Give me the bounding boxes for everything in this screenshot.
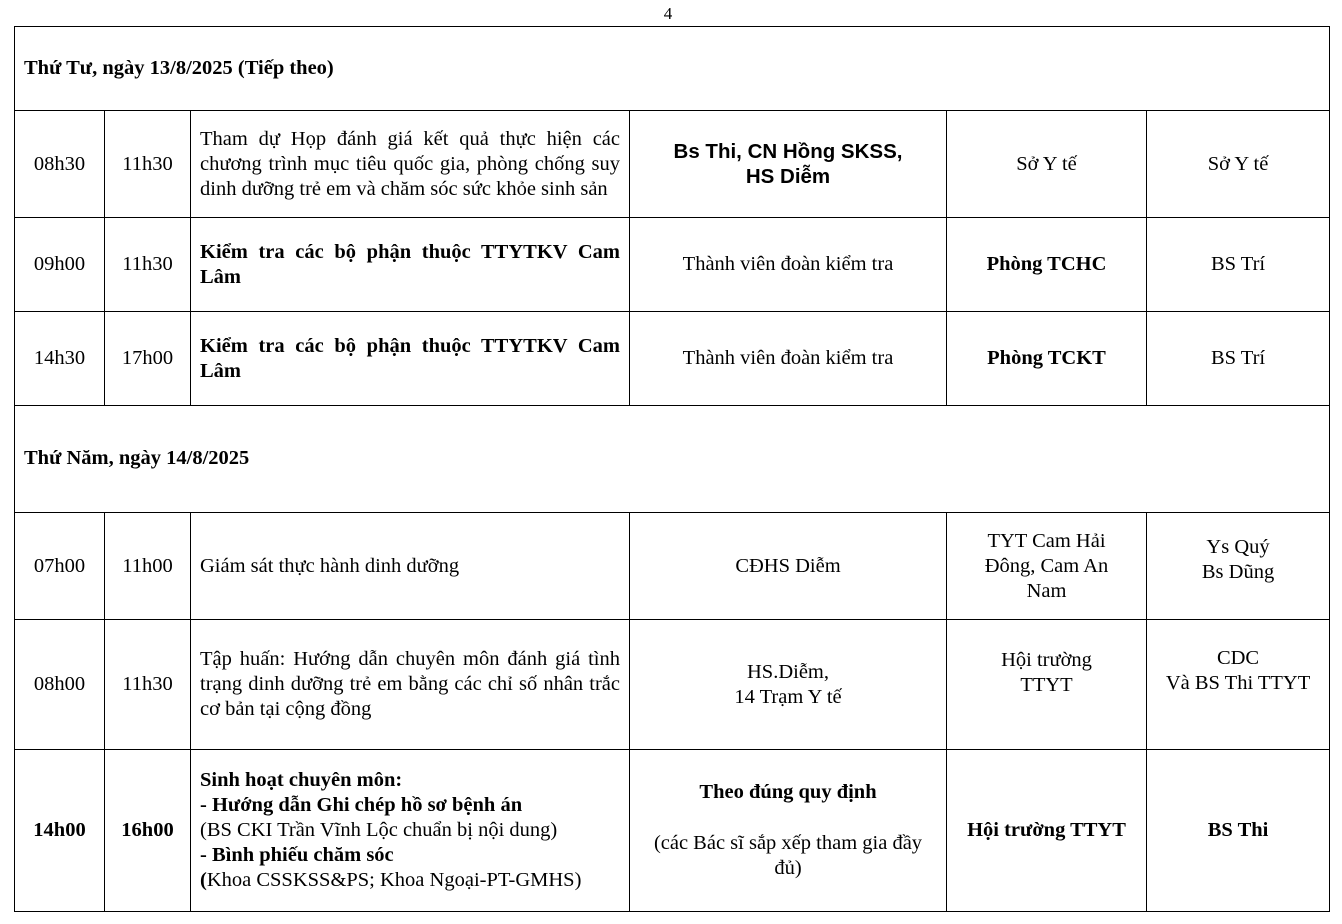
start-time: 08h00 — [15, 620, 105, 750]
participants-line: 14 Trạm Y tế — [734, 685, 842, 708]
table-row — [15, 111, 1330, 218]
lead — [1147, 620, 1330, 750]
end-time: 11h30 — [105, 218, 191, 312]
activity-content: Giám sát thực hành dinh dưỡng — [191, 513, 630, 620]
end-time: 11h30 — [105, 620, 191, 750]
participants — [630, 620, 947, 750]
start-time: 14h00 — [15, 750, 105, 912]
content-note-text: Khoa CSSKSS&PS; Khoa Ngoại-PT-GMHS) — [206, 869, 582, 891]
participants-note: (các Bác sĩ sắp xếp tham gia đầy đủ) — [653, 832, 923, 879]
location — [947, 513, 1147, 620]
lead-line: Bs Dũng — [1201, 561, 1275, 583]
participants-line: HS.Diễm, — [747, 660, 829, 683]
day-heading-row — [15, 27, 1330, 111]
location: Sở Y tế — [947, 111, 1147, 218]
content-note-paren: ( — [200, 869, 207, 891]
participants: CĐHS Diễm — [630, 513, 947, 620]
location-line: TTYT — [1020, 674, 1073, 696]
content-item: - Bình phiếu chăm sóc — [200, 844, 394, 866]
table-row — [15, 218, 1330, 312]
end-time: 11h30 — [105, 111, 191, 218]
start-time: 09h00 — [15, 218, 105, 312]
lead: BS Trí — [1147, 312, 1330, 406]
day-heading: Thứ Tư, ngày 13/8/2025 (Tiếp theo) — [15, 27, 1330, 111]
participants — [630, 750, 947, 912]
day-heading: Thứ Năm, ngày 14/8/2025 — [15, 406, 1330, 513]
content-note — [200, 868, 620, 893]
participants-main: Theo đúng quy định — [699, 781, 877, 803]
participants — [630, 111, 947, 218]
end-time: 17h00 — [105, 312, 191, 406]
location — [947, 620, 1147, 750]
location: Phòng TCHC — [947, 218, 1147, 312]
location-line: Đông, Cam An — [984, 554, 1109, 577]
lead — [1147, 513, 1330, 620]
table-row — [15, 513, 1330, 620]
activity-content: Tập huấn: Hướng dẫn chuyên môn đánh giá tình trạng dinh dưỡng trẻ em bằng các chỉ số nhân trắc cơ bản tại cộng đồng — [191, 620, 630, 750]
content-item: - Hướng dẫn Ghi chép hồ sơ bệnh án — [200, 794, 523, 816]
participants-line: HS Diễm — [745, 165, 831, 188]
day-heading-row — [15, 406, 1330, 513]
location-line: TYT Cam Hải — [987, 529, 1106, 552]
lead: Sở Y tế — [1147, 111, 1330, 218]
participants: Thành viên đoàn kiểm tra — [630, 312, 947, 406]
lead-line: Ys Quý — [1206, 536, 1270, 558]
start-time: 14h30 — [15, 312, 105, 406]
participants-line: Bs Thi, CN Hồng SKSS, — [673, 140, 903, 163]
participants: Thành viên đoàn kiểm tra — [630, 218, 947, 312]
table-row — [15, 620, 1330, 750]
start-time: 07h00 — [15, 513, 105, 620]
table-row — [15, 750, 1330, 912]
end-time: 16h00 — [105, 750, 191, 912]
content-note: (BS CKI Trần Vĩnh Lộc chuẩn bị nội dung) — [200, 819, 558, 841]
table-row — [15, 312, 1330, 406]
lead-line: Và BS Thi TTYT — [1165, 672, 1311, 694]
activity-content: Tham dự Họp đánh giá kết quả thực hiện các chương trình mục tiêu quốc gia, phòng chống suy dinh dưỡng trẻ em và chăm sóc sức khỏe sinh sản — [191, 111, 630, 218]
content-title: Sinh hoạt chuyên môn: — [200, 769, 403, 791]
location: Hội trường TTYT — [947, 750, 1147, 912]
activity-content: Kiểm tra các bộ phận thuộc TTYTKV Cam Lâm — [191, 218, 630, 312]
activity-content — [191, 750, 630, 912]
lead: BS Trí — [1147, 218, 1330, 312]
location-line: Nam — [1026, 579, 1067, 602]
end-time: 11h00 — [105, 513, 191, 620]
lead-line: CDC — [1216, 647, 1260, 669]
page-number: 4 — [663, 4, 673, 23]
start-time: 08h30 — [15, 111, 105, 218]
lead: BS Thi — [1147, 750, 1330, 912]
location-line: Hội trường — [1001, 649, 1092, 671]
location: Phòng TCKT — [947, 312, 1147, 406]
activity-content: Kiểm tra các bộ phận thuộc TTYTKV Cam Lâm — [191, 312, 630, 406]
schedule-table — [14, 26, 1330, 912]
